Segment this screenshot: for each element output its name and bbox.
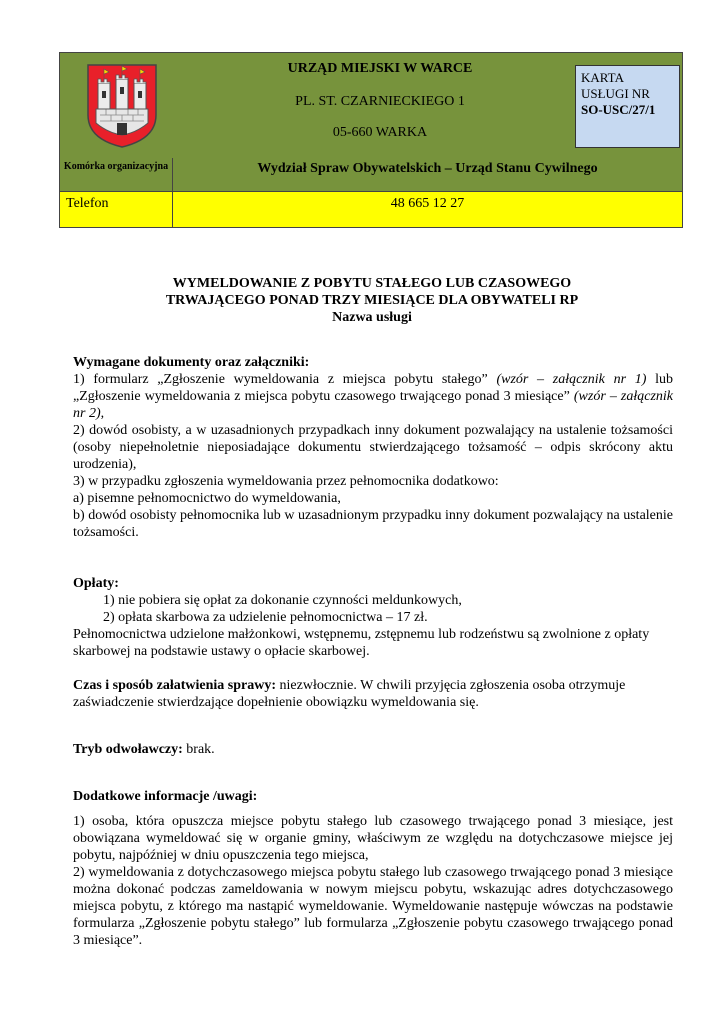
appeal-section — [73, 741, 673, 758]
service-card-box — [575, 65, 680, 148]
title-subtitle: Nazwa usługi — [332, 310, 412, 325]
header-table — [59, 52, 683, 228]
fees-item-1: 1) nie pobiera się opłat za dokonanie czynności meldunkowych, — [103, 593, 462, 608]
document-body — [73, 354, 673, 949]
fees-note: Pełnomocnictwa udzielone małżonkowi, wstępnemu, zstępnemu lub rodzeństwu są zwolnione z opłaty skarbowej na podstawie ustawy o opłacie skarbowej. — [73, 627, 650, 659]
documents-item-2: 2) dowód osobisty, a w uzasadnionych przypadkach inny dokument pozwalający na ustalenie tożsamości (osoby niepełnoletnie nieposiadające dokumentu stwierdzającego tożsamość – odpis skrócony aktu urodzenia), — [73, 423, 673, 472]
documents-item-1: 1) formularz „Zgłoszenie wymeldowania z miejsca pobytu stałego” (wzór – załącznik nr 1) lub „Zgłoszenie wymeldowania z miejsca pobytu czasowego trwającego ponad 3 miesiące” (wzór – załącznik nr 2), — [73, 372, 673, 421]
card-label-2: USŁUGI NR — [581, 86, 650, 101]
documents-item-3: 3) w przypadku zgłoszenia wymeldowania przez pełnomocnika dodatkowo: — [73, 474, 499, 489]
card-label-1: KARTA — [581, 70, 624, 85]
service-title — [60, 275, 684, 326]
unit-label: Komórka organizacyjna — [63, 161, 169, 172]
phone-label: Telefon — [66, 196, 109, 211]
documents-item-3b: b) dowód osobisty pełnomocnika lub w uzasadnionym przypadku inny dokument pozwalający na ustalenie tożsamości. — [73, 508, 673, 540]
documents-section — [73, 354, 673, 541]
unit-value: Wydział Spraw Obywatelskich – Urząd Stanu Cywilnego — [257, 161, 598, 176]
office-address: PL. ST. CZARNIECKIEGO 1 — [295, 94, 465, 109]
office-city: 05-660 WARKA — [332, 125, 428, 140]
additional-section — [73, 788, 673, 949]
fees-section — [73, 575, 673, 660]
time-section — [73, 677, 673, 711]
card-code: SO-USC/27/1 — [581, 102, 656, 117]
office-name: URZĄD MIEJSKI W WARCE — [287, 61, 473, 76]
fees-item-2: 2) opłata skarbowa za udzielenie pełnomocnictwa – 17 zł. — [103, 610, 428, 625]
title-line-1: WYMELDOWANIE Z POBYTU STAŁEGO LUB CZASOWEGO — [172, 276, 572, 291]
phone-value: 48 665 12 27 — [390, 196, 465, 211]
documents-item-3a: a) pisemne pełnomocnictwo do wymeldowania, — [73, 491, 341, 506]
additional-heading: Dodatkowe informacje /uwagi: — [73, 789, 258, 804]
appeal-text: Tryb odwoławczy: brak. — [73, 742, 215, 757]
header-row-office — [60, 53, 682, 158]
time-text: Czas i sposób załatwienia sprawy: niezwłocznie. W chwili przyjęcia zgłoszenia osoba otrzymuje zaświadczenie stwierdzające dopełnienie obowiązku wymeldowania się. — [73, 678, 626, 710]
title-line-2: TRWAJĄCEGO PONAD TRZY MIESIĄCE DLA OBYWATELI RP — [165, 293, 579, 308]
town-crest-icon — [86, 63, 158, 149]
fees-heading: Opłaty: — [73, 576, 119, 591]
additional-item-1: 1) osoba, która opuszcza miejsce pobytu stałego lub czasowego trwającego ponad 3 miesiące, jest obowiązana wymeldować się w organie gminy, właściwym ze względu na dotychczasowe miejsce jej pobytu, najpóźniej w dniu opuszczenia tego miejsca, — [73, 814, 673, 863]
documents-heading: Wymagane dokumenty oraz załączniki: — [73, 355, 310, 370]
additional-item-2: 2) wymeldowania z dotychczasowego miejsca pobytu stałego lub czasowego trwającego ponad 3 miesiące można dokonać podczas zameldowania w nowym miejscu pobytu, wskazując adres dotychczasowego miejsca pobytu, z którego ma nastąpić wymeldowanie. Wymeldowanie następuje wówczas na podstawie formularza „Zgłoszenie pobytu stałego” lub formularza „Zgłoszenie pobytu czasowego trwającego ponad 3 miesiące”. — [73, 865, 673, 948]
